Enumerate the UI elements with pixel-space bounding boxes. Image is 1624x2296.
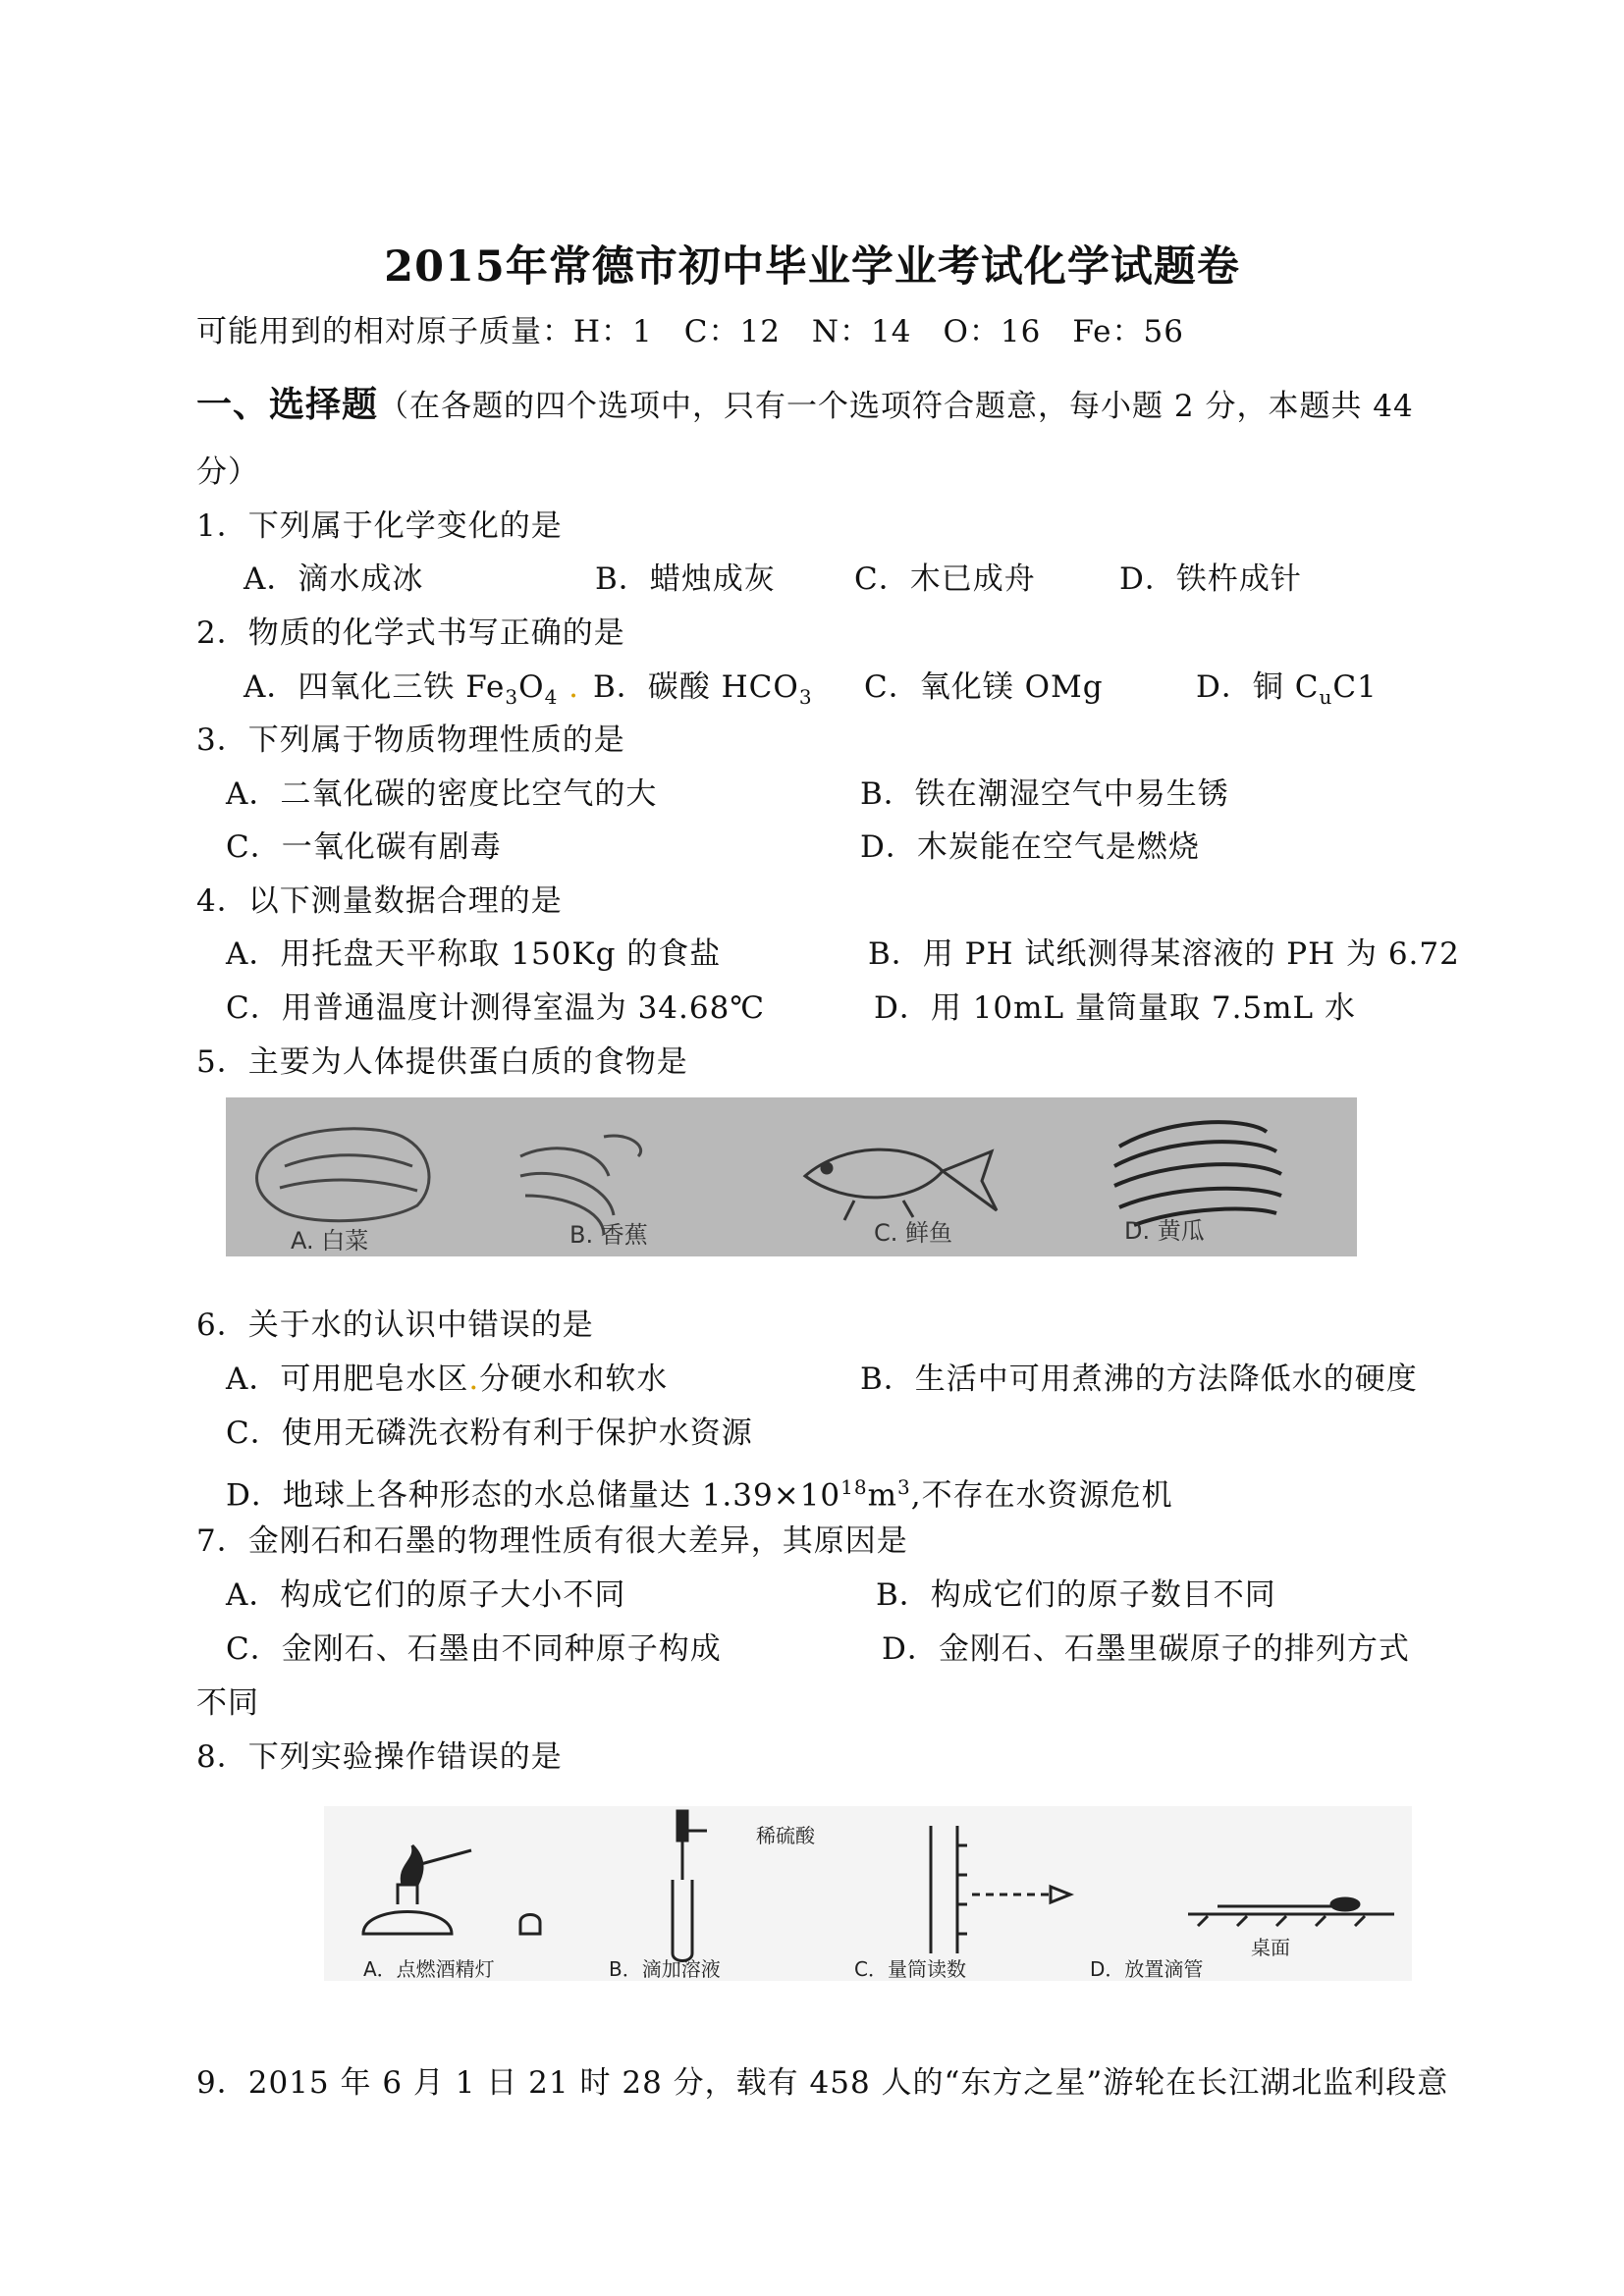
lab-figure: [324, 1806, 1412, 1981]
stray-dot-mark: .: [558, 669, 580, 705]
cucumber-drawing: [1114, 1122, 1281, 1225]
q5-stem: 5．主要为人体提供蛋白质的食物是: [196, 1044, 688, 1080]
food-caption-c: C. 鲜鱼: [874, 1219, 953, 1247]
q1-option-b: B．蜡烛成灰: [595, 561, 776, 597]
food-caption-b: B. 香蕉: [569, 1221, 648, 1249]
q1-option-a: A．滴水成冰: [244, 561, 424, 597]
q6-option-c: C．使用无磷洗衣粉有利于保护水资源: [226, 1415, 753, 1451]
q4-option-c: C．用普通温度计测得室温为 34.68℃: [226, 990, 765, 1026]
alcohol-lamp-drawing: [363, 1845, 540, 1934]
q2-d-sub: u: [1319, 685, 1333, 710]
q2-b-text: B．碳酸 HCO: [593, 669, 799, 705]
section-heading: 一、选择题: [196, 384, 379, 425]
fish-drawing: [805, 1149, 997, 1220]
q2-option-d: [1196, 667, 1378, 717]
lab-caption-b: B．滴加溶液: [609, 1957, 721, 1981]
q2-a-sub1: 3: [505, 685, 519, 710]
q6-d-mid: m: [867, 1477, 898, 1514]
q7-option-d: D．金刚石、石墨里碳原子的排列方式: [882, 1631, 1410, 1667]
q4-option-b: B．用 PH 试纸测得某溶液的 PH 为 6.72: [868, 936, 1460, 972]
q6-option-b: B．生活中可用煮沸的方法降低水的硬度: [860, 1362, 1418, 1397]
q9-stem: 9．2015 年 6 月 1 日 21 时 28 分，载有 458 人的“东方之星”游轮在长江湖北监利段意: [196, 2065, 1449, 2101]
dropper-on-table-drawing: [1188, 1898, 1394, 1926]
q3-option-d: D．木炭能在空气是燃烧: [860, 829, 1200, 865]
lab-caption-d: D．放置滴管: [1090, 1957, 1204, 1981]
food-figure: [226, 1097, 1357, 1256]
section-note: （在各题的四个选项中，只有一个选项符合题意，每小题 2 分，本题共 44: [378, 389, 1414, 424]
q4-stem: 4．以下测量数据合理的是: [196, 883, 563, 919]
q7-option-b: B．构成它们的原子数目不同: [876, 1577, 1276, 1613]
q6-d-sup2: 3: [897, 1475, 911, 1499]
q7-option-d-cont: 不同: [196, 1685, 259, 1721]
q2-b-sub: 3: [798, 685, 813, 710]
q2-d-text: D．铜 C: [1196, 669, 1320, 705]
q6-d-pre: D．地球上各种形态的水总储量达 1.39×10: [226, 1477, 841, 1514]
q6-d-post: ,不存在水资源危机: [910, 1477, 1173, 1514]
section-heading-line: [196, 385, 1414, 426]
q2-option-c: C．氧化镁 OMg: [864, 669, 1104, 705]
q2-a-mid: O: [518, 669, 545, 705]
q2-option-b: [593, 667, 813, 717]
q2-stem: 2．物质的化学式书写正确的是: [196, 615, 625, 651]
q4-option-a: A．用托盘天平称取 150Kg 的食盐: [226, 936, 722, 972]
q6-option-d: [226, 1468, 1173, 1515]
q1-option-c: C．木已成舟: [854, 561, 1036, 597]
q3-option-c: C．一氧化碳有剧毒: [226, 829, 502, 865]
lab-caption-a: A．点燃酒精灯: [363, 1957, 495, 1981]
q8-stem: 8．下列实验操作错误的是: [196, 1739, 563, 1775]
q6-option-a: [226, 1360, 668, 1399]
q2-a-text: A．四氧化三铁 Fe: [244, 669, 506, 705]
lab-caption-c: C．量筒读数: [854, 1957, 966, 1981]
q2-option-a: [244, 667, 579, 717]
cabbage-drawing: [257, 1129, 429, 1221]
q1-stem: 1．下列属于化学变化的是: [196, 508, 563, 544]
section-note-cont: 分）: [196, 454, 259, 490]
atomic-masses: 可能用到的相对原子质量：H：1 C：12 N：14 O：16 Fe：56: [196, 314, 1184, 349]
page-title: 2015年常德市初中毕业学业考试化学试题卷: [384, 242, 1240, 292]
q3-option-b: B．铁在潮湿空气中易生锈: [860, 776, 1229, 812]
q3-stem: 3．下列属于物质物理性质的是: [196, 722, 625, 758]
q6-d-sup1: 18: [840, 1475, 868, 1499]
q7-option-c: C．金刚石、石墨由不同种原子构成: [226, 1631, 722, 1667]
q7-stem: 7．金刚石和石墨的物理性质有很大差异，其原因是: [196, 1523, 908, 1559]
dropper-tube-drawing: [673, 1811, 707, 1961]
q2-d-end: C1: [1332, 669, 1378, 705]
graduated-cylinder-drawing: [931, 1826, 1070, 1953]
q7-option-a: A．构成它们的原子大小不同: [226, 1577, 626, 1613]
q6-a-pre: A．可用肥皂水区: [226, 1362, 469, 1397]
label-dilute-sulfuric-acid: 稀硫酸: [756, 1824, 815, 1847]
food-caption-d: D. 黄瓜: [1124, 1217, 1205, 1245]
q6-a-post: 分硬水和软水: [479, 1362, 669, 1397]
q4-option-d: D．用 10mL 量筒量取 7.5mL 水: [874, 990, 1356, 1026]
q2-a-sub2: 4: [544, 685, 559, 710]
food-caption-a: A. 白菜: [291, 1227, 369, 1255]
stray-dot-mark: .: [468, 1362, 480, 1397]
label-table-surface: 桌面: [1251, 1936, 1290, 1959]
q1-option-d: D．铁杵成针: [1119, 561, 1302, 597]
q3-option-a: A．二氧化碳的密度比空气的大: [226, 776, 658, 812]
q6-stem: 6．关于水的认识中错误的是: [196, 1308, 594, 1343]
